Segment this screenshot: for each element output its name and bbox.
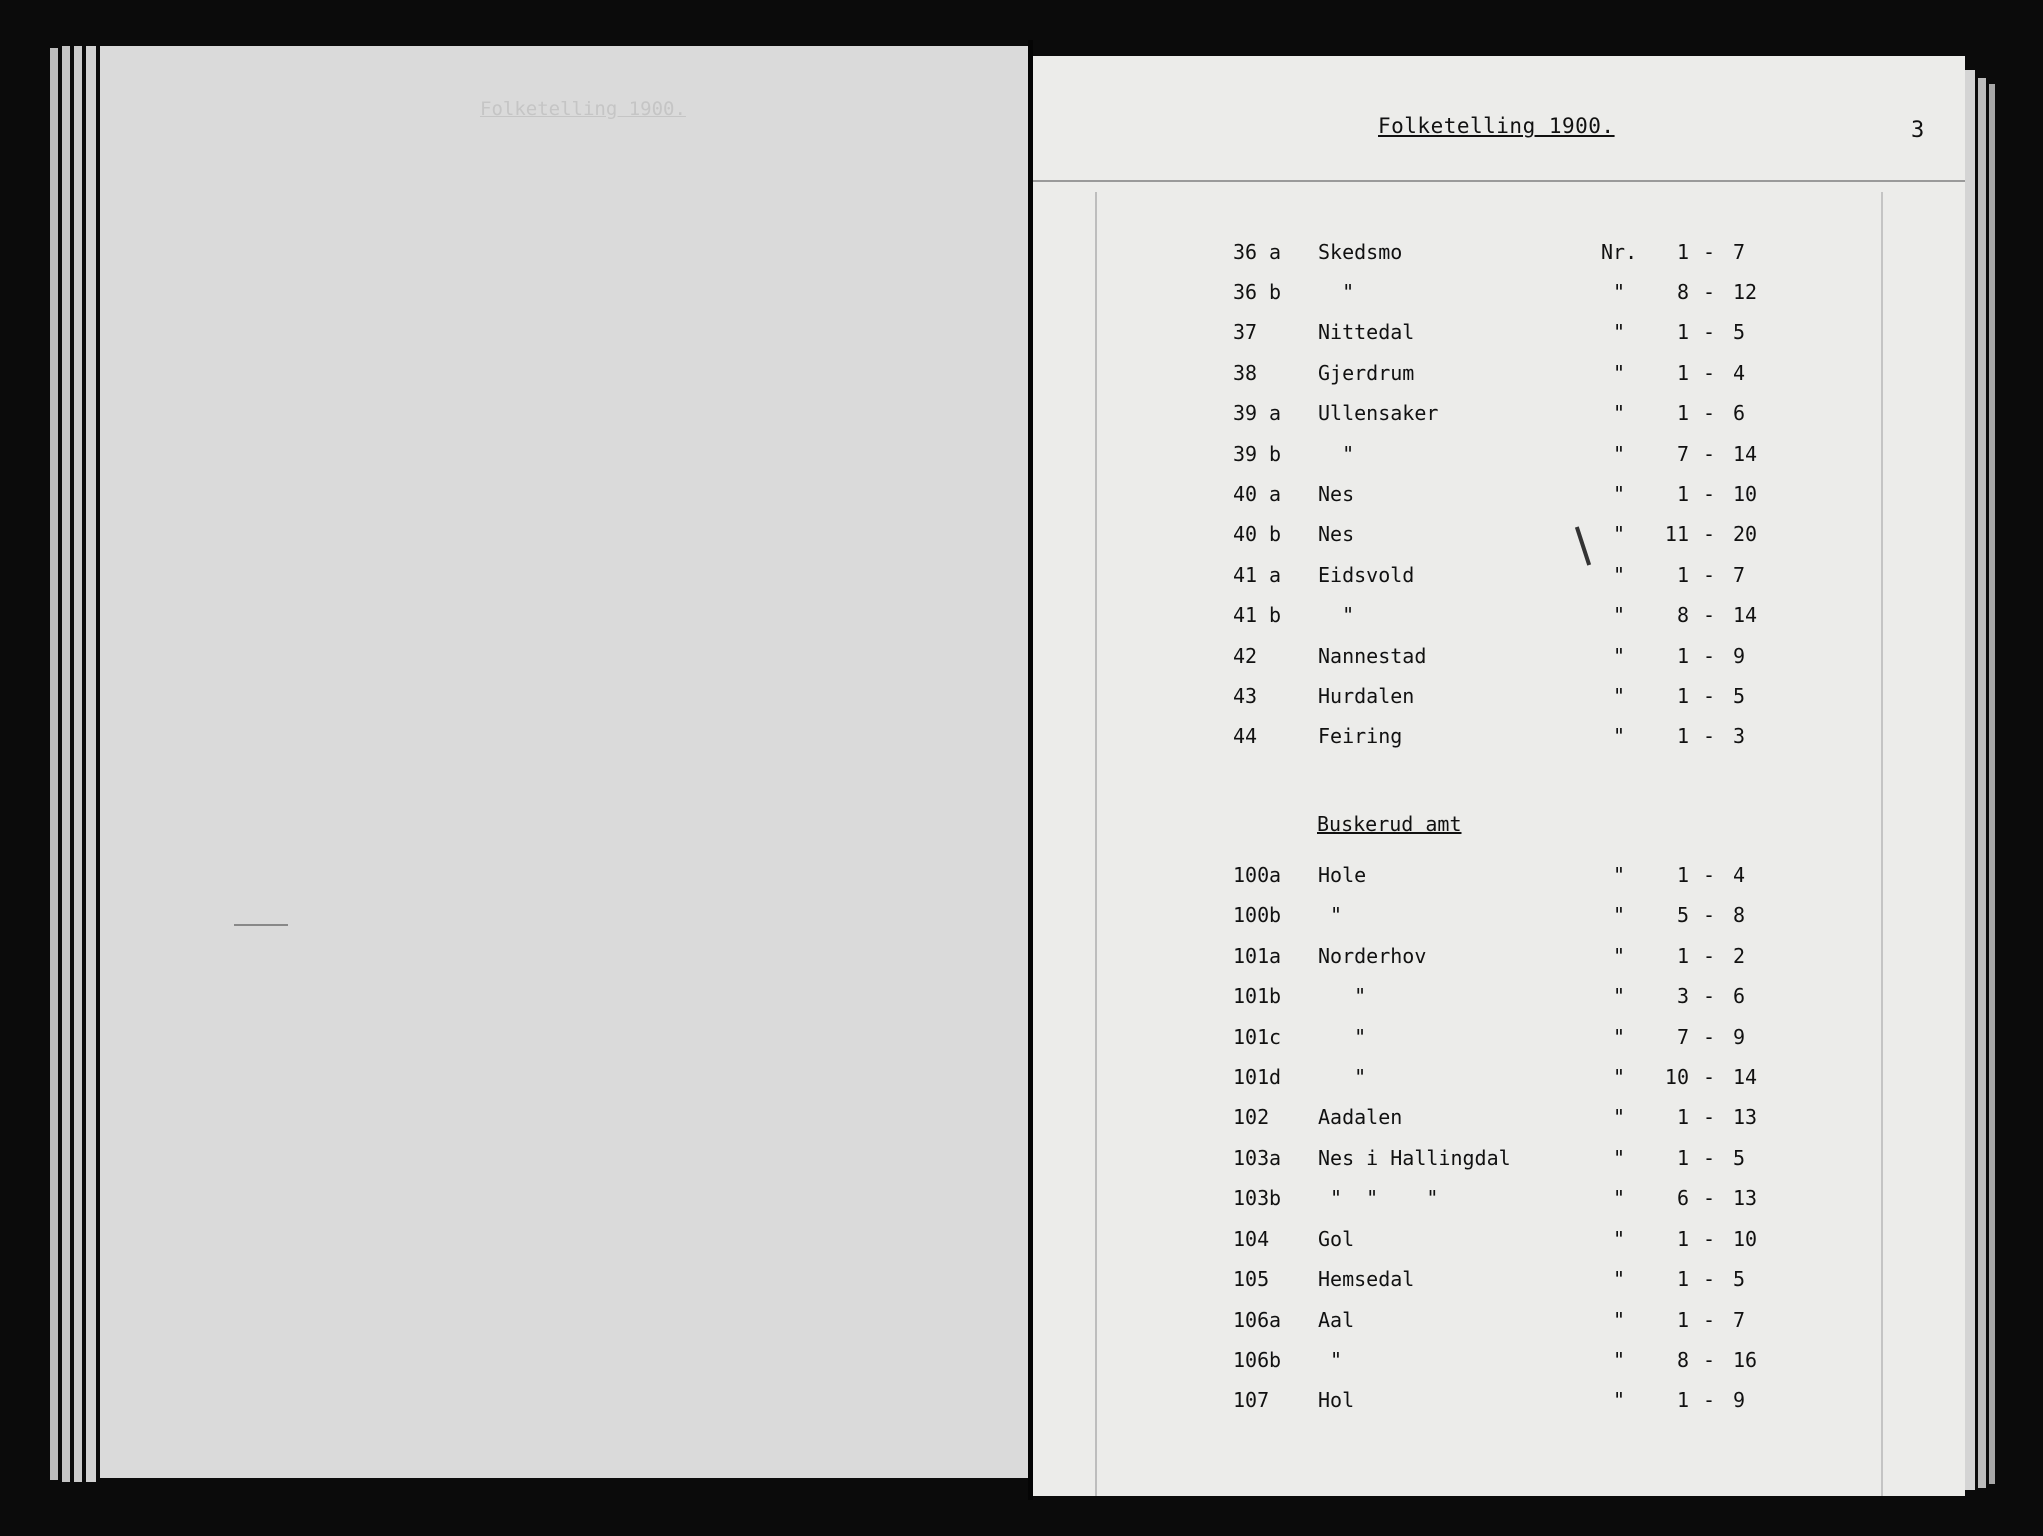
section-heading: Buskerud amt: [1317, 812, 1462, 836]
item-suffix: b: [1269, 984, 1282, 1008]
range-dash: -: [1703, 1308, 1716, 1332]
range-dash: -: [1703, 522, 1716, 546]
item-suffix: a: [1269, 1146, 1282, 1170]
range-dash: -: [1703, 1227, 1716, 1251]
item-nr: ": [1601, 863, 1626, 887]
page-edge: [86, 46, 96, 1482]
item-nr: ": [1601, 1105, 1626, 1129]
item-range-to: 7: [1733, 240, 1746, 264]
page-edge: [62, 46, 70, 1482]
item-name: Nes: [1318, 522, 1355, 546]
item-number: 42: [1233, 644, 1258, 668]
range-dash: -: [1703, 1186, 1716, 1210]
item-range-from: 3: [1676, 984, 1689, 1008]
item-name: Nannestad: [1318, 644, 1427, 668]
range-dash: -: [1703, 320, 1716, 344]
page-edge: [1965, 70, 1975, 1490]
item-number: 36: [1233, 240, 1258, 264]
item-range-from: 1: [1676, 1308, 1689, 1332]
item-suffix: a: [1269, 563, 1282, 587]
item-name: ": [1318, 280, 1355, 304]
item-number: 104: [1233, 1227, 1270, 1251]
list-item: [1033, 1065, 1965, 1097]
item-range-from: 8: [1676, 280, 1689, 304]
range-dash: -: [1703, 724, 1716, 748]
item-range-to: 14: [1733, 1065, 1758, 1089]
item-range-from: 1: [1676, 863, 1689, 887]
list-item: [1033, 1348, 1965, 1380]
item-range-to: 7: [1733, 1308, 1746, 1332]
range-dash: -: [1703, 1388, 1716, 1412]
item-nr: ": [1601, 984, 1626, 1008]
item-nr: ": [1601, 1146, 1626, 1170]
list-item: [1033, 563, 1965, 595]
item-suffix: b: [1269, 1348, 1282, 1372]
item-number: 36: [1233, 280, 1258, 304]
range-dash: -: [1703, 482, 1716, 506]
item-range-to: 20: [1733, 522, 1758, 546]
item-nr: ": [1601, 401, 1626, 425]
range-dash: -: [1703, 903, 1716, 927]
range-dash: -: [1703, 563, 1716, 587]
item-nr: ": [1601, 903, 1626, 927]
item-name: Nes i Hallingdal: [1318, 1146, 1511, 1170]
item-suffix: d: [1269, 1065, 1282, 1089]
ghost-title: Folketelling 1900.: [480, 98, 686, 120]
list-item: [1033, 482, 1965, 514]
item-range-to: 2: [1733, 944, 1746, 968]
list-item: [1033, 442, 1965, 474]
range-dash: -: [1703, 240, 1716, 264]
item-range-to: 4: [1733, 863, 1746, 887]
item-nr: ": [1601, 944, 1626, 968]
item-range-to: 10: [1733, 1227, 1758, 1251]
item-name: ": [1318, 442, 1355, 466]
item-name: Gjerdrum: [1318, 361, 1415, 385]
item-nr: ": [1601, 442, 1626, 466]
item-range-to: 4: [1733, 361, 1746, 385]
item-suffix: a: [1269, 1308, 1282, 1332]
item-name: Hemsedal: [1318, 1267, 1415, 1291]
list-item: [1033, 240, 1965, 272]
item-nr: Nr.: [1601, 240, 1638, 264]
item-range-to: 12: [1733, 280, 1758, 304]
item-number: 105: [1233, 1267, 1270, 1291]
item-nr: ": [1601, 684, 1626, 708]
item-name: Hol: [1318, 1388, 1355, 1412]
item-name: ": [1318, 984, 1367, 1008]
item-range-from: 6: [1676, 1186, 1689, 1210]
item-range-to: 3: [1733, 724, 1746, 748]
item-nr: ": [1601, 644, 1626, 668]
item-number: 40: [1233, 522, 1258, 546]
item-suffix: b: [1269, 522, 1282, 546]
header-rule: [1033, 180, 1965, 182]
item-range-to: 5: [1733, 1146, 1746, 1170]
item-suffix: a: [1269, 944, 1282, 968]
item-range-to: 9: [1733, 1025, 1746, 1049]
item-name: Aal: [1318, 1308, 1355, 1332]
left-page: [100, 46, 1028, 1478]
range-dash: -: [1703, 1267, 1716, 1291]
item-number: 44: [1233, 724, 1258, 748]
page-edge: [74, 46, 82, 1482]
item-range-from: 1: [1676, 320, 1689, 344]
item-name: Ullensaker: [1318, 401, 1439, 425]
range-dash: -: [1703, 644, 1716, 668]
range-dash: -: [1703, 401, 1716, 425]
item-range-to: 5: [1733, 1267, 1746, 1291]
item-name: Eidsvold: [1318, 563, 1415, 587]
item-range-to: 16: [1733, 1348, 1758, 1372]
item-range-to: 8: [1733, 903, 1746, 927]
item-range-to: 14: [1733, 442, 1758, 466]
item-range-from: 1: [1676, 1267, 1689, 1291]
item-name: Hole: [1318, 863, 1367, 887]
item-name: ": [1318, 1025, 1367, 1049]
item-number: 43: [1233, 684, 1258, 708]
item-number: 37: [1233, 320, 1258, 344]
list-item: [1033, 863, 1965, 895]
item-range-from: 8: [1676, 603, 1689, 627]
list-item: [1033, 1146, 1965, 1178]
item-name: Hurdalen: [1318, 684, 1415, 708]
list-item: [1033, 903, 1965, 935]
page-title: Folketelling 1900.: [1378, 114, 1615, 138]
list-item: [1033, 603, 1965, 635]
item-number: 39: [1233, 401, 1258, 425]
item-nr: ": [1601, 280, 1626, 304]
range-dash: -: [1703, 944, 1716, 968]
item-range-to: 6: [1733, 401, 1746, 425]
page-edge: [50, 48, 58, 1480]
item-nr: ": [1601, 1267, 1626, 1291]
list-item: [1033, 1227, 1965, 1259]
item-nr: ": [1601, 1227, 1626, 1251]
item-name: Skedsmo: [1318, 240, 1403, 264]
item-number: 41: [1233, 563, 1258, 587]
item-range-from: 8: [1676, 1348, 1689, 1372]
item-nr: ": [1601, 1388, 1626, 1412]
item-number: 38: [1233, 361, 1258, 385]
item-number: 41: [1233, 603, 1258, 627]
pencil-mark: [234, 924, 288, 926]
item-range-to: 13: [1733, 1105, 1758, 1129]
item-range-from: 1: [1676, 482, 1689, 506]
range-dash: -: [1703, 280, 1716, 304]
list-item: [1033, 522, 1965, 554]
right-page: [1033, 56, 1965, 1496]
item-number: 39: [1233, 442, 1258, 466]
item-name: Norderhov: [1318, 944, 1427, 968]
item-range-to: 5: [1733, 684, 1746, 708]
item-number: 101: [1233, 1025, 1270, 1049]
item-nr: ": [1601, 522, 1626, 546]
item-nr: ": [1601, 1186, 1626, 1210]
item-nr: ": [1601, 1348, 1626, 1372]
range-dash: -: [1703, 603, 1716, 627]
item-suffix: a: [1269, 240, 1282, 264]
item-suffix: a: [1269, 401, 1282, 425]
range-dash: -: [1703, 442, 1716, 466]
item-number: 100: [1233, 903, 1270, 927]
item-nr: ": [1601, 1065, 1626, 1089]
range-dash: -: [1703, 1348, 1716, 1372]
item-suffix: b: [1269, 1186, 1282, 1210]
item-number: 100: [1233, 863, 1270, 887]
item-name: ": [1318, 903, 1343, 927]
item-range-from: 1: [1676, 724, 1689, 748]
range-dash: -: [1703, 361, 1716, 385]
list-item: [1033, 1308, 1965, 1340]
list-item: [1033, 280, 1965, 312]
item-nr: ": [1601, 482, 1626, 506]
item-range-from: 1: [1676, 1105, 1689, 1129]
range-dash: -: [1703, 984, 1716, 1008]
item-range-from: 1: [1676, 644, 1689, 668]
item-range-to: 13: [1733, 1186, 1758, 1210]
item-range-to: 9: [1733, 644, 1746, 668]
item-range-from: 1: [1676, 240, 1689, 264]
item-name: Gol: [1318, 1227, 1355, 1251]
item-range-from: 5: [1676, 903, 1689, 927]
item-range-from: 1: [1676, 1388, 1689, 1412]
item-name: Aadalen: [1318, 1105, 1403, 1129]
list-item: [1033, 1267, 1965, 1299]
item-number: 103: [1233, 1146, 1270, 1170]
range-dash: -: [1703, 684, 1716, 708]
item-range-from: 7: [1676, 442, 1689, 466]
item-range-from: 1: [1676, 1227, 1689, 1251]
item-suffix: b: [1269, 603, 1282, 627]
item-name: Nes: [1318, 482, 1355, 506]
item-range-to: 5: [1733, 320, 1746, 344]
list-item: [1033, 401, 1965, 433]
range-dash: -: [1703, 863, 1716, 887]
item-range-from: 1: [1676, 401, 1689, 425]
item-nr: ": [1601, 724, 1626, 748]
item-range-from: 1: [1676, 563, 1689, 587]
item-name: ": [1318, 603, 1355, 627]
list-item: [1033, 684, 1965, 716]
item-number: 103: [1233, 1186, 1270, 1210]
item-range-from: 1: [1676, 361, 1689, 385]
list-item: [1033, 320, 1965, 352]
item-nr: ": [1601, 320, 1626, 344]
list-item: [1033, 1105, 1965, 1137]
item-number: 101: [1233, 984, 1270, 1008]
item-nr: ": [1601, 361, 1626, 385]
item-range-from: 1: [1676, 944, 1689, 968]
gutter-shadow: [1028, 40, 1033, 1500]
item-range-from: 1: [1676, 1146, 1689, 1170]
range-dash: -: [1703, 1105, 1716, 1129]
item-range-to: 7: [1733, 563, 1746, 587]
item-range-from: 10: [1664, 1065, 1689, 1089]
item-range-from: 1: [1676, 684, 1689, 708]
item-name: Feiring: [1318, 724, 1403, 748]
list-item: [1033, 984, 1965, 1016]
list-item: [1033, 1186, 1965, 1218]
range-dash: -: [1703, 1025, 1716, 1049]
item-nr: ": [1601, 603, 1626, 627]
item-nr: ": [1601, 563, 1626, 587]
item-suffix: b: [1269, 442, 1282, 466]
item-range-to: 9: [1733, 1388, 1746, 1412]
item-suffix: a: [1269, 482, 1282, 506]
item-nr: ": [1601, 1308, 1626, 1332]
item-range-from: 7: [1676, 1025, 1689, 1049]
list-item: [1033, 361, 1965, 393]
item-number: 107: [1233, 1388, 1270, 1412]
page-edge: [1989, 84, 1995, 1484]
item-range-to: 14: [1733, 603, 1758, 627]
range-dash: -: [1703, 1065, 1716, 1089]
item-name: " " ": [1318, 1186, 1439, 1210]
item-nr: ": [1601, 1025, 1626, 1049]
list-item: [1033, 1025, 1965, 1057]
list-item: [1033, 944, 1965, 976]
item-number: 101: [1233, 1065, 1270, 1089]
item-number: 40: [1233, 482, 1258, 506]
item-name: ": [1318, 1348, 1343, 1372]
range-dash: -: [1703, 1146, 1716, 1170]
item-name: Nittedal: [1318, 320, 1415, 344]
page-number: 3: [1911, 118, 1925, 143]
item-number: 101: [1233, 944, 1270, 968]
list-item: [1033, 1388, 1965, 1420]
item-suffix: c: [1269, 1025, 1282, 1049]
item-suffix: b: [1269, 280, 1282, 304]
page-edge: [1978, 78, 1986, 1488]
item-number: 106: [1233, 1308, 1270, 1332]
item-suffix: a: [1269, 863, 1282, 887]
list-item: [1033, 644, 1965, 676]
item-name: ": [1318, 1065, 1367, 1089]
item-number: 102: [1233, 1105, 1270, 1129]
item-range-to: 6: [1733, 984, 1746, 1008]
item-suffix: b: [1269, 903, 1282, 927]
item-range-to: 10: [1733, 482, 1758, 506]
list-item: [1033, 724, 1965, 756]
item-number: 106: [1233, 1348, 1270, 1372]
item-range-from: 11: [1664, 522, 1689, 546]
